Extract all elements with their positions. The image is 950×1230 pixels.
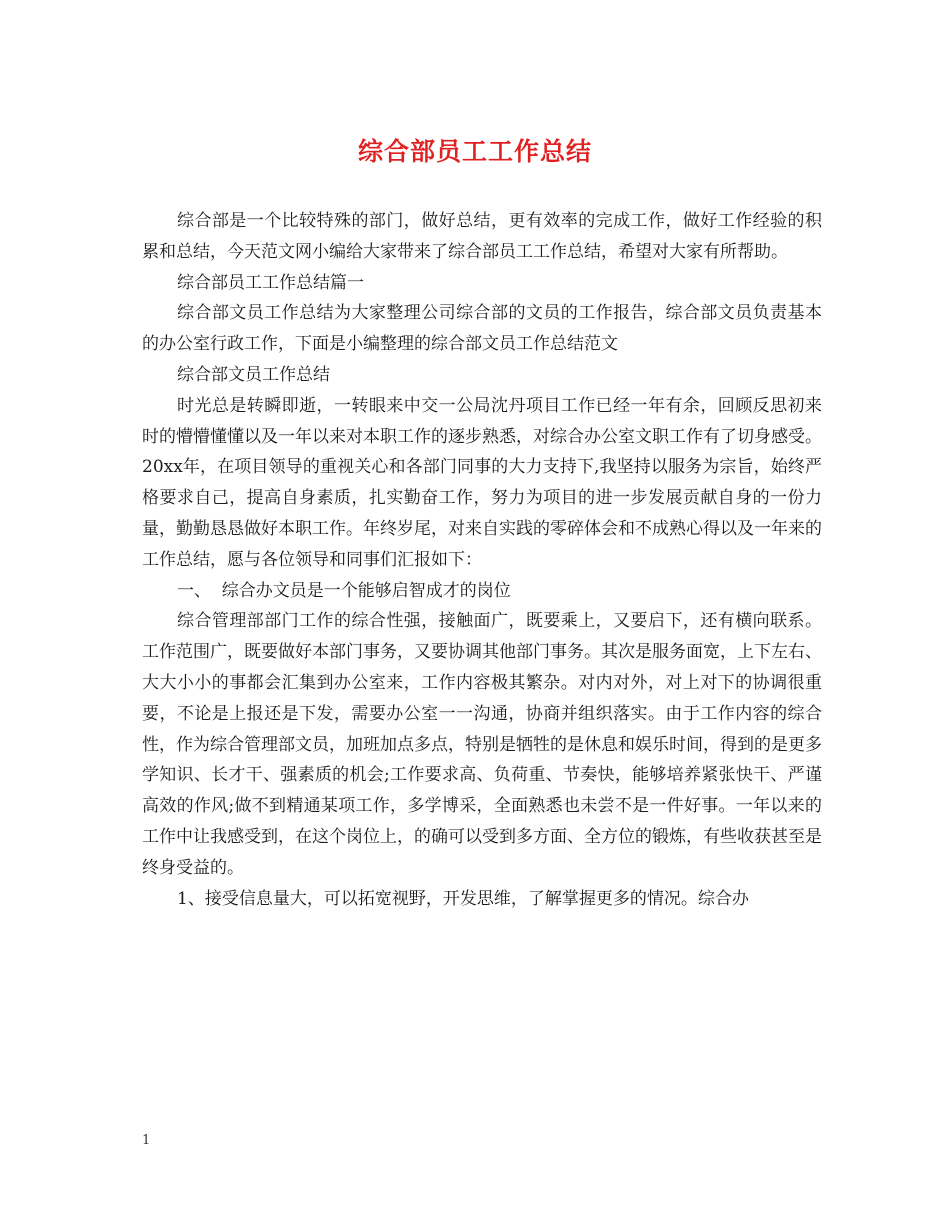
section-heading: 一、 综合办文员是一个能够启智成才的岗位 xyxy=(177,580,511,601)
paragraph: 时光总是转瞬即逝，一转眼来中交一公局沈丹项目工作已经一年有余，回顾反思初来时的懵懵懂懂以及一年以来对本职工作的逐步熟悉，对综合办公室文职工作有了切身感受。20xx年，在项目领导的重视关心和各部门同事的大力支持下,我坚持以服务为宗旨，始终严格要求自己，提高自身素质，扎实勤奋工作，努力为项目的进一步发展贡献自身的一份力量，勤勤恳恳做好本职工作。年终岁尾，对来自实践的零碎体会和不成熟心得以及一年来的工作总结，愿与各位领导和同事们汇报如下： xyxy=(142,395,822,570)
paragraph-intro: 综合部是一个比较特殊的部门，做好总结，更有效率的完成工作，做好工作经验的积累和总结，今天范文网小编给大家带来了综合部员工工作总结，希望对大家有所帮助。 xyxy=(142,211,822,262)
section-heading: 综合部文员工作总结 xyxy=(177,364,330,385)
document-body xyxy=(142,206,822,914)
paragraph: 综合部文员工作总结为大家整理公司综合部的文员的工作报告，综合部文员负责基本的办公室行政工作，下面是小编整理的综合部文员工作总结范文 xyxy=(142,303,822,355)
document-title: 综合部员工工作总结 xyxy=(357,137,592,166)
paragraph: 1、接受信息量大，可以拓宽视野，开发思维，了解掌握更多的情况。综合办 xyxy=(177,888,749,909)
page-number: 1 xyxy=(142,1133,151,1148)
section-heading: 综合部员工工作总结篇一 xyxy=(177,272,364,293)
paragraph: 综合管理部部门工作的综合性强，接触面广，既要乘上，又要启下，还有横向联系。工作范围广，既要做好本部门事务，又要协调其他部门事务。其次是服务面宽，上下左右、大大小小的事都会汇集到办公室来，工作内容极其繁杂。对内对外，对上对下的协调很重要，不论是上报还是下发，需要办公室一一沟通，协商并组织落实。由于工作内容的综合性，作为综合管理部文员，加班加点多点，特别是牺牲的是休息和娱乐时间，得到的是更多学知识、长才干、强素质的机会;工作要求高、负荷重、节奏快，能够培养紧张快干、严谨高效的作风;做不到精通某项工作，多学博采，全面熟悉也未尝不是一件好事。一年以来的工作中让我感受到，在这个岗位上，的确可以受到多方面、全方位的锻炼，有些收获甚至是终身受益的。 xyxy=(142,611,822,878)
